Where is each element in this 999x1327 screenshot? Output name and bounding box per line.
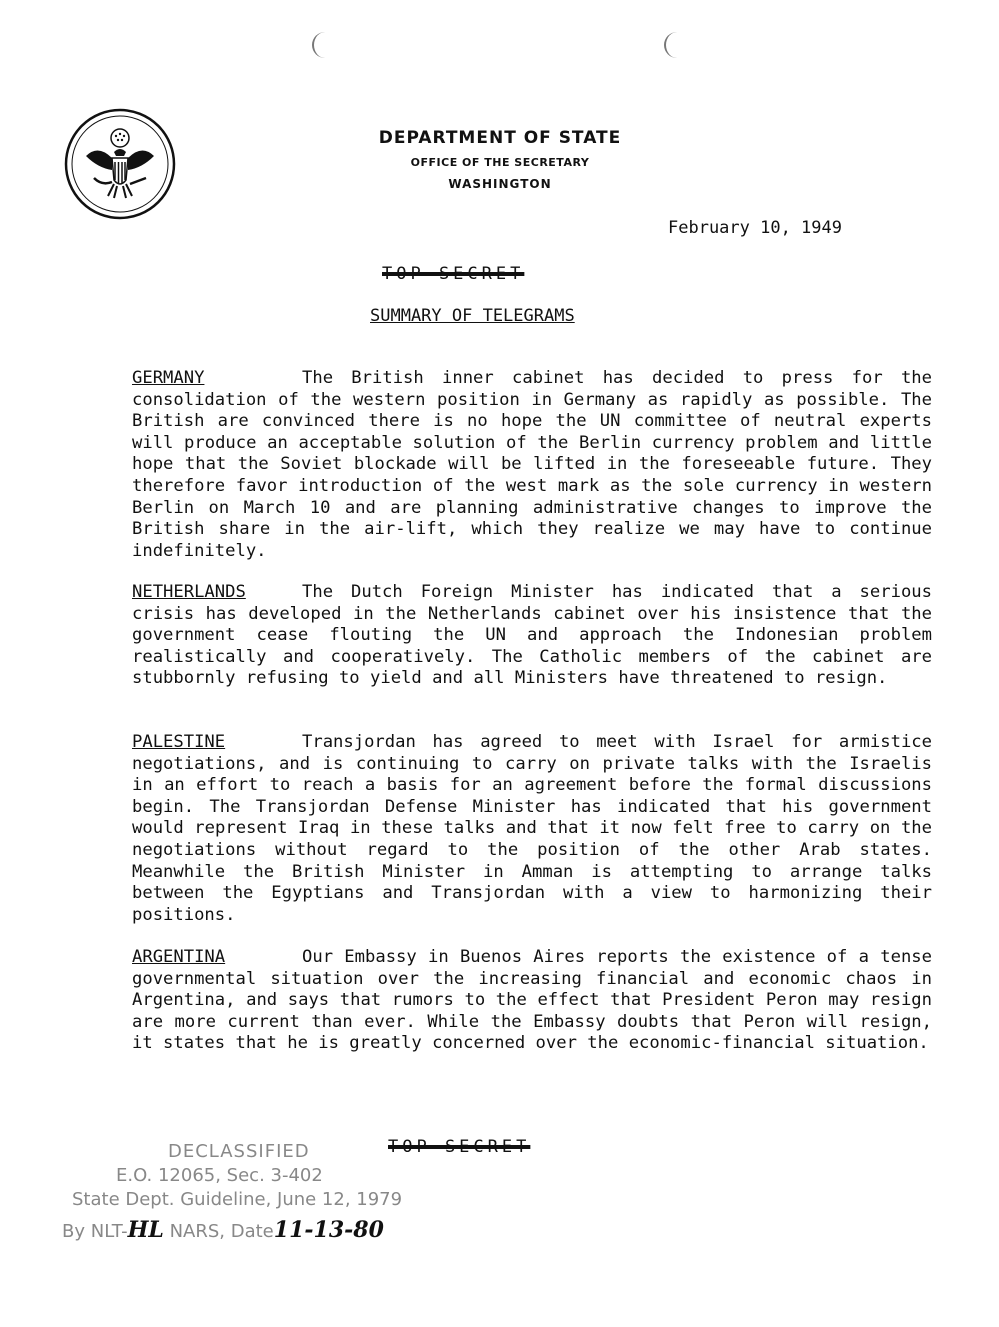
- section-body: Transjordan has agreed to meet with Israel for armistice negotiations, and is continuing to carry on private talks with the Israelis in an effort to reach a basis for an agreement before the formal discussions begin. The Transjordan Defense Minister has indicated that his government would represent Iraq in these talks and that it now felt free to carry on the negotiations without regard to the position of the other Arab states. Meanwhile the British Minister in Amman is attempting to arrange talks between the Egyptians and Transjordan with a view to harmonizing their positions.: [132, 732, 932, 925]
- punch-hole-mark-left: [312, 32, 328, 58]
- stamp-by-prefix: By NLT-: [62, 1221, 128, 1242]
- stamp-executive-order: E.O. 12065, Sec. 3-402: [116, 1165, 323, 1186]
- section-body: The Dutch Foreign Minister has indicated that a serious crisis has developed in the Netherlands cabinet over his insistence that the government cease flouting the UN and approach the Indonesian problem realistically and cooperatively. The Catholic members of the cabinet are stubbornly refusing to yield and all Ministers have threatened to resign.: [132, 582, 932, 689]
- section-germany: [132, 368, 932, 562]
- section-body: The British inner cabinet has decided to press for the consolidation of the western position in Germany as rapidly as possible. The British are convinced there is no hope the UN committee of neutral experts will produce an acceptable solution of the Berlin currency problem and little hope that the Soviet blockade will be lifted in the foreseeable future. They therefore favor introduction of the west mark as the sole currency in western Berlin on March 10 and are planning administrative changes to improve the British share in the air-lift, which they realize we may have to continue indefinitely.: [132, 368, 932, 561]
- classification-bottom: TOP SECRET: [388, 1137, 531, 1157]
- section-heading: NETHERLANDS: [132, 582, 246, 602]
- handwritten-date: 11-13-80: [273, 1217, 384, 1243]
- letterhead: [340, 128, 660, 191]
- stamp-guideline: State Dept. Guideline, June 12, 1979: [72, 1189, 403, 1210]
- section-palestine: [132, 732, 932, 926]
- letterhead-city: WASHINGTON: [448, 177, 552, 191]
- stamp-authorization: [62, 1218, 402, 1244]
- classification-top: TOP SECRET: [382, 264, 525, 284]
- handwritten-initials: HL: [127, 1217, 164, 1243]
- punch-hole-mark-right: [664, 32, 680, 58]
- letterhead-department: DEPARTMENT OF STATE: [378, 128, 622, 148]
- section-heading: ARGENTINA: [132, 947, 226, 967]
- stamp-nars-date: NARS, Date: [169, 1221, 274, 1242]
- stamp-declassified: DECLASSIFIED: [168, 1141, 310, 1162]
- section-heading: GERMANY: [132, 368, 205, 388]
- section-argentina: [132, 947, 932, 1055]
- section-body: Our Embassy in Buenos Aires reports the existence of a tense governmental situation over the increasing financial and economic chaos in Argentina, and says that rumors to the effect that President Peron may resign are more current than ever. While the Embassy doubts that Peron will resign, it states that he is greatly concerned over the economic-financial situation.: [132, 947, 932, 1054]
- document-title: SUMMARY OF TELEGRAMS: [370, 306, 575, 326]
- declassification-stamp: [62, 1140, 403, 1244]
- document-date: February 10, 1949: [668, 218, 842, 238]
- great-seal-icon: [64, 108, 176, 220]
- section-netherlands: [132, 582, 932, 690]
- section-heading: PALESTINE: [132, 732, 226, 752]
- letterhead-office: OFFICE OF THE SECRETARY: [410, 156, 590, 169]
